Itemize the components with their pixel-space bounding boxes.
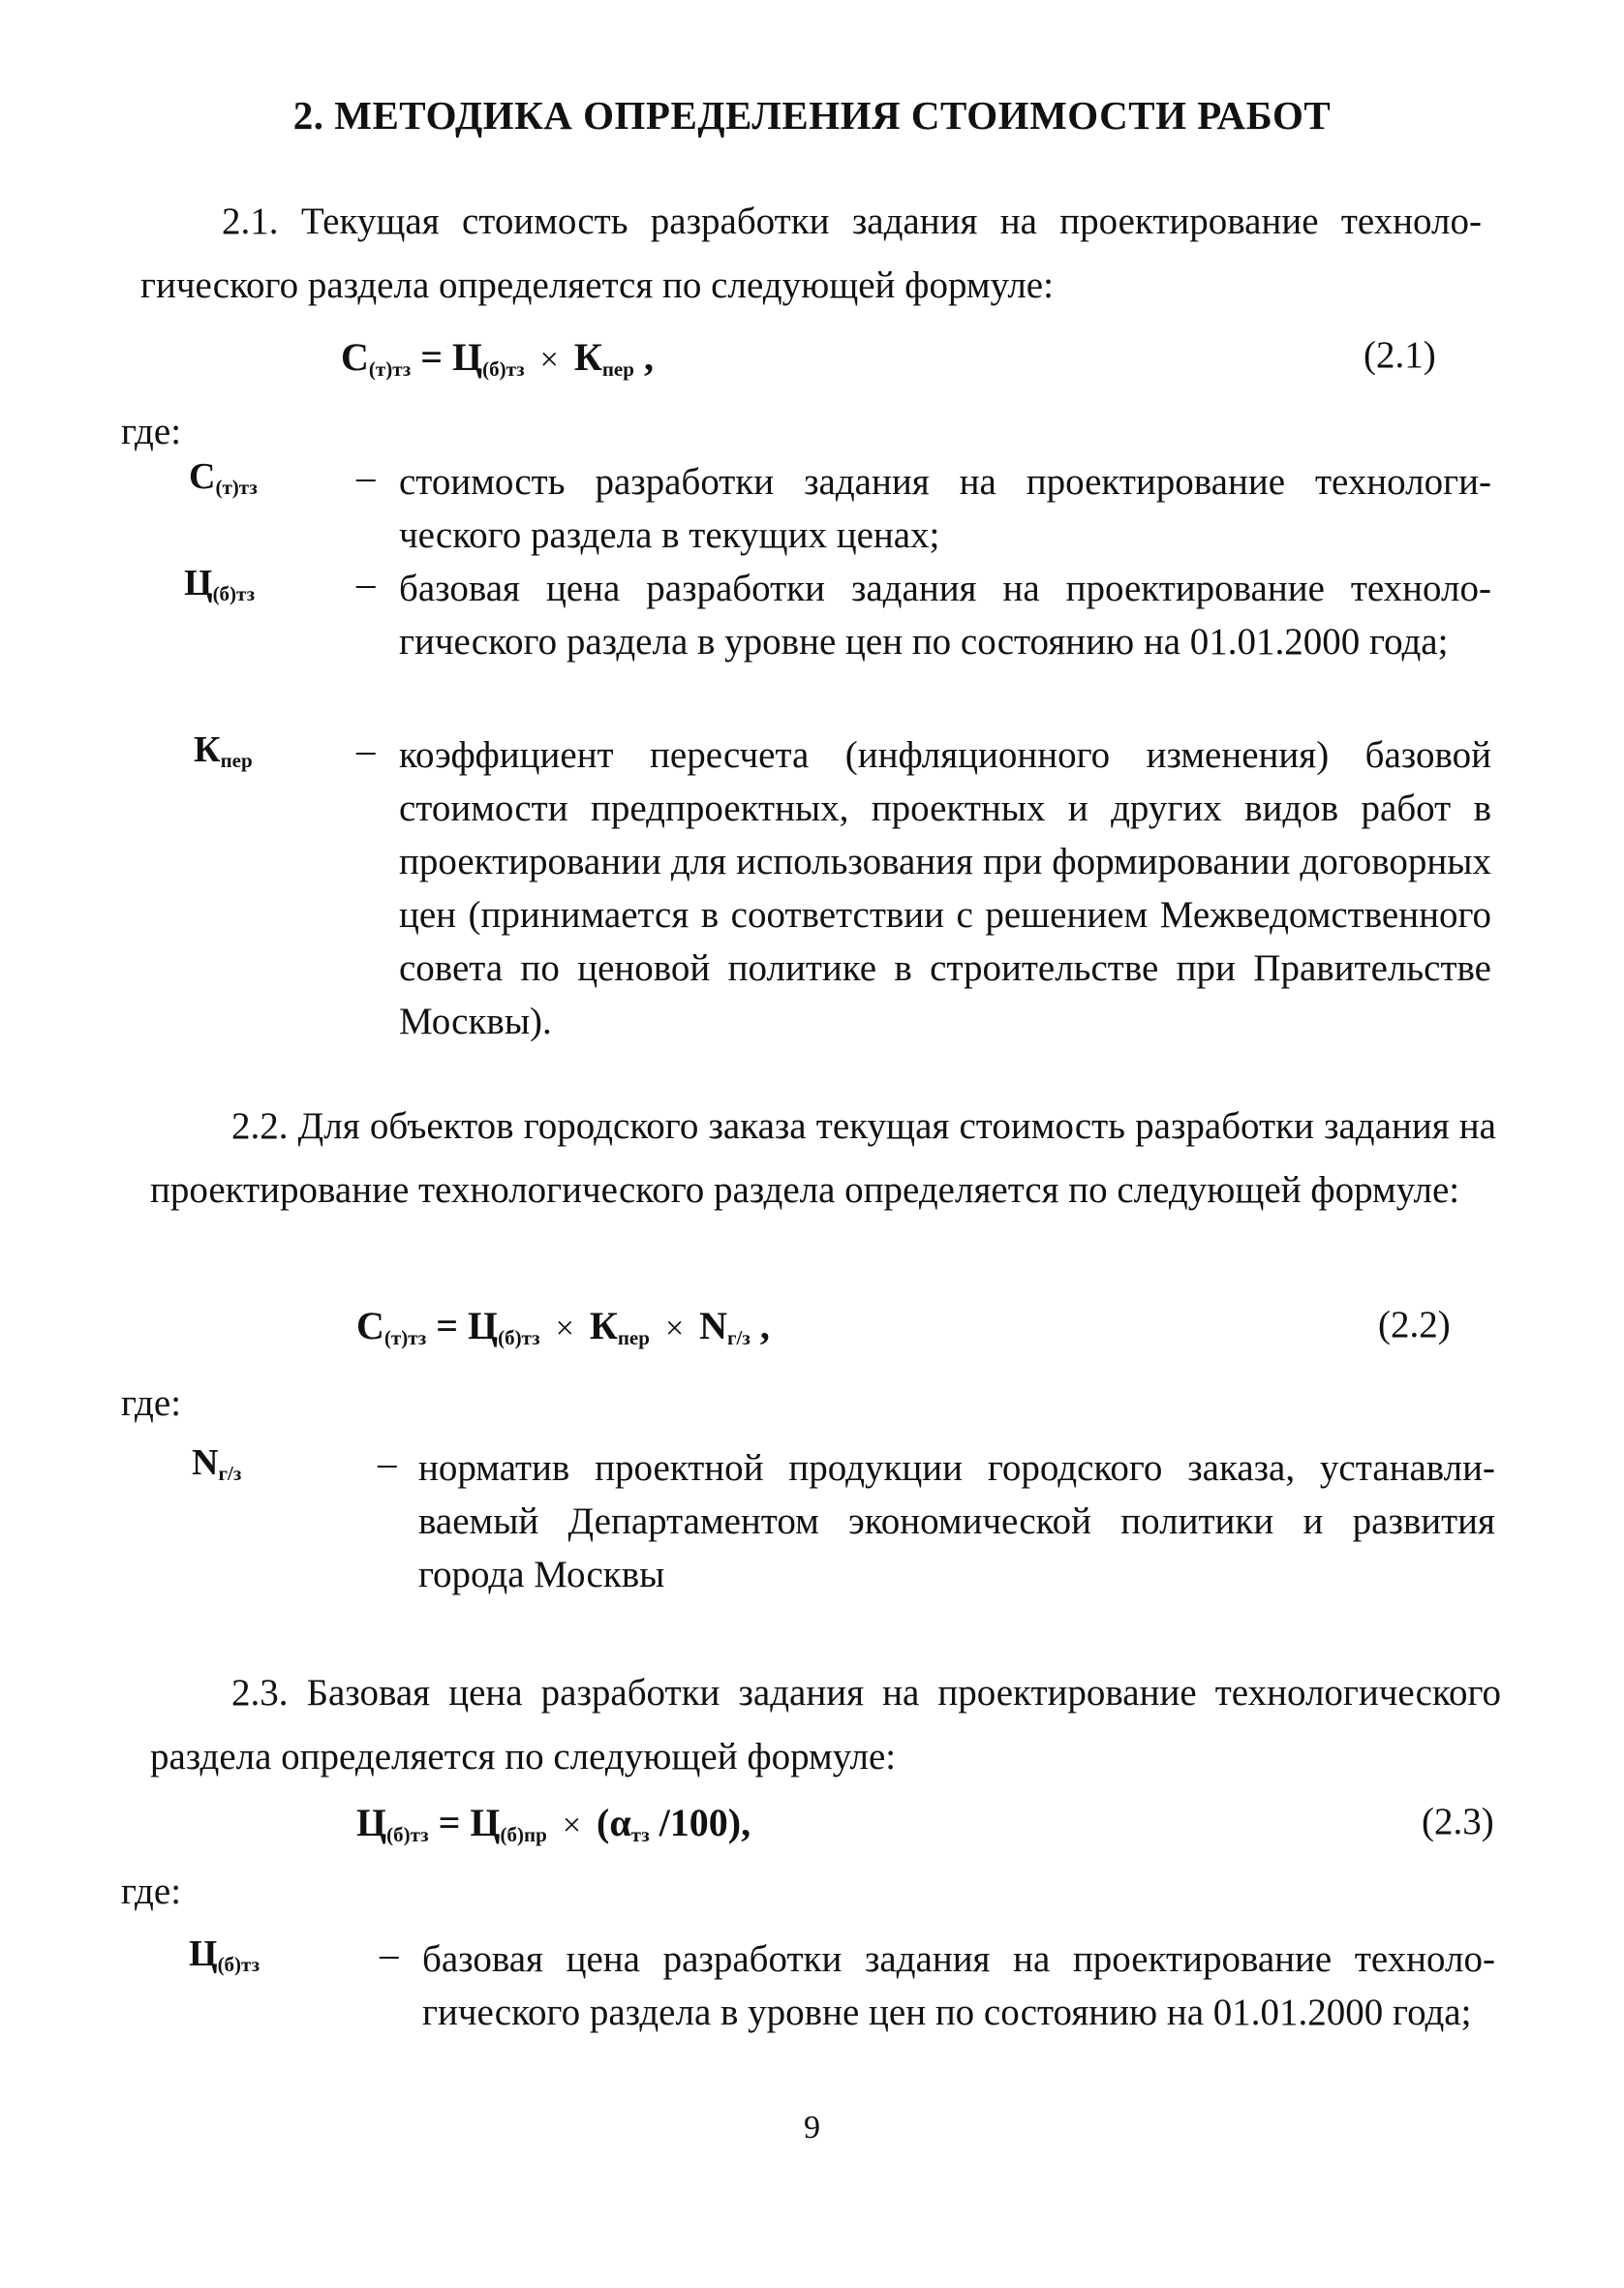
formula-symbol: К — [589, 1304, 618, 1347]
definition-dash: – — [378, 1442, 397, 1484]
definition-dash: – — [380, 1933, 399, 1975]
times-sign: × — [562, 1808, 581, 1843]
formula-2-3: $Ц_{(б)тз} = Ц_{(б)пр} \times (\alpha_{тз}$ /100), — [356, 1801, 751, 1846]
definition-dash: – — [356, 456, 376, 498]
formula-symbol: Ц — [468, 1304, 499, 1347]
definition-text: стоимость разработки задания на проектирование технологического раздела в текущих ценах; — [399, 461, 1491, 556]
definition-symbol: $К_{пер}$ — [194, 729, 253, 772]
paragraph-2-3: 2.3. Базовая цена разработки задания на проектирование технологического раздела определяется по следующей формуле: — [150, 1672, 1501, 1778]
formula-symbol: К — [573, 335, 602, 379]
definition-symbol: $Ц_{(б)тз}$ — [189, 1933, 260, 1976]
paragraph-2-2: 2.2. Для объектов городского заказа текущая стоимость разработки задания на проектирование технологического раздела определяется по следующей формуле: — [150, 1105, 1496, 1211]
section-title: 2. МЕТОДИКА ОПРЕДЕЛЕНИЯ СТОИМОСТИ РАБОТ — [292, 93, 1332, 138]
times-sign: × — [539, 342, 559, 378]
page-number: 9 — [804, 2110, 820, 2146]
times-sign: × — [664, 1311, 685, 1346]
definition-text: норматив проектной продукции городского заказа, устанавливаемый Департаментом экономической политики и развития города Москвы — [418, 1447, 1495, 1595]
equals-sign: = — [420, 335, 443, 379]
paragraph-2-1: 2.1. Текущая стоимость разработки задания на проектирование технологического раздела определяется по следующей формуле: — [140, 201, 1482, 306]
where-label: где: — [121, 1382, 182, 1424]
formula-symbol: α — [609, 1801, 631, 1844]
times-sign: × — [555, 1311, 574, 1346]
definition-text: базовая цена разработки задания на проектирование технологического раздела в уровне цен по состоянию на 01.01.2000 года; — [399, 568, 1491, 663]
open-paren: ( — [597, 1801, 610, 1844]
where-label: где: — [121, 1871, 182, 1912]
formula-end: , — [759, 1304, 770, 1347]
formula-number: (2.1) — [1364, 334, 1436, 376]
definition-dash: – — [356, 563, 376, 604]
definition-dash: – — [356, 729, 376, 771]
formula-symbol: Ц — [470, 1801, 501, 1844]
where-label: где: — [121, 411, 182, 452]
formula-divisor: /100), — [649, 1801, 751, 1844]
definition-symbol: $N_{г/з}$ — [192, 1442, 242, 1485]
definition-text: базовая цена разработки задания на проектирование технологического раздела в уровне цен по состоянию на 01.01.2000 года; — [422, 1938, 1495, 2033]
formula-symbol: С — [356, 1304, 384, 1347]
definition-symbol: $Ц_{(б)тз}$ — [184, 563, 256, 605]
formula-end: , — [643, 335, 654, 379]
formula-symbol: N — [699, 1304, 728, 1347]
definition-text: коэффициент пересчета (инфляционного изменения) базовой стоимости предпроектных, проектных и других видов работ в проектировании для использования при формировании договорных цен (принимается в соответствии с решением Межведомственного совета по ценовой политике в строительстве при Правительстве Москвы). — [399, 734, 1491, 1042]
definition-symbol: $С_{(т)тз}$ — [189, 456, 258, 499]
formula-number: (2.2) — [1378, 1304, 1451, 1345]
formula-symbol: С — [341, 335, 369, 379]
equals-sign: = — [436, 1304, 458, 1347]
equals-sign: = — [438, 1801, 461, 1844]
formula-number: (2.3) — [1422, 1801, 1494, 1842]
formula-2-1: $С_{(т)тз} = Ц_{(б)тз} \times К_{пер}$ , — [341, 335, 654, 381]
formula-symbol: Ц — [356, 1801, 387, 1844]
formula-symbol: Ц — [452, 335, 483, 379]
formula-2-2: $С_{(т)тз} = Ц_{(б)тз} \times К_{пер} \times N_{г/з}$ , — [356, 1304, 770, 1349]
